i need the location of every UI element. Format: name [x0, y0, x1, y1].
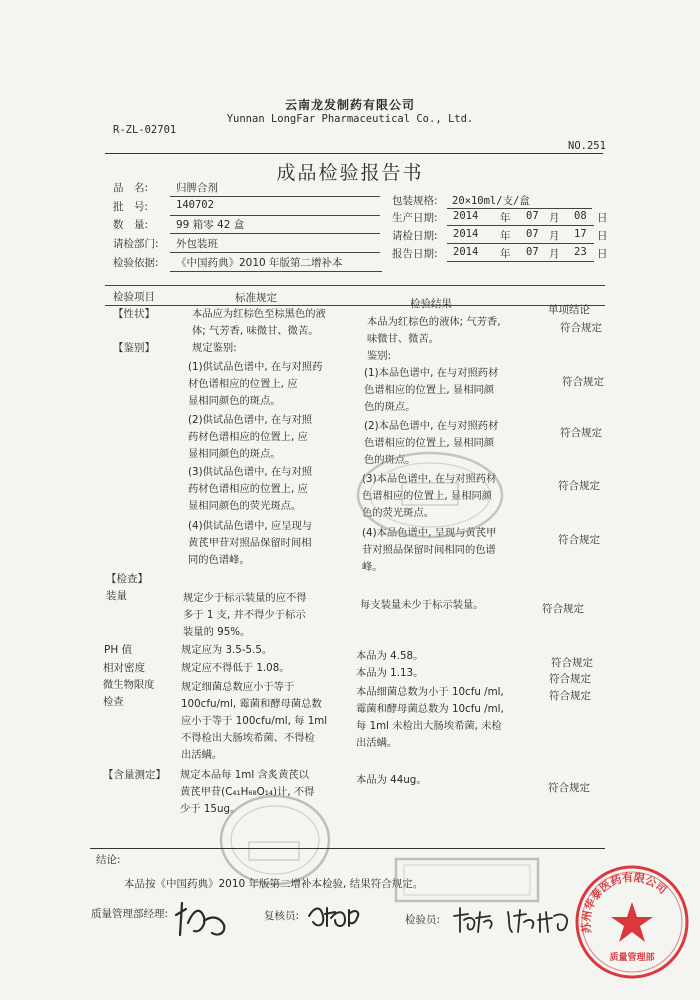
spec-label: 包装规格:	[392, 195, 438, 207]
col-header-item: 检验项目	[113, 291, 155, 303]
inspector-label: 检验员:	[405, 914, 441, 926]
id1-standard: (1)供试品色谱中, 在与对照药 材色谱相应的位置上, 应 显相同颜色的斑点。	[188, 361, 323, 407]
report-number: NO.251	[568, 140, 606, 152]
product-underline	[170, 196, 380, 197]
request-date-day-unit: 日	[597, 230, 608, 242]
product-label: 品 名:	[113, 182, 149, 194]
fill-conclusion: 符合规定	[542, 603, 584, 615]
quantity-underline	[170, 233, 380, 234]
dept-value: 外包装班	[176, 238, 218, 250]
col-header-standard: 标准规定	[235, 292, 277, 304]
id4-standard: (4)供试品色谱中, 应呈现与 黄芪甲苷对照品保留时间相 同的色谱峰。	[188, 520, 313, 566]
prod-date-day-unit: 日	[597, 212, 608, 224]
ph-conclusion: 符合规定	[551, 657, 593, 669]
request-date-underline	[447, 243, 594, 244]
fill-standard: 规定少于标示装量的应不得 多于 1 支, 并不得少于标示 装量的 95%。	[183, 592, 307, 638]
fill-result: 每支装量未少于标示装量。	[360, 599, 484, 611]
dept-label: 请检部门:	[113, 238, 159, 250]
company-red-seal	[572, 862, 692, 982]
micro-standard: 规定细菌总数应小于等于 100cfu/ml, 霉菌和酵母菌总数 应小于等于 100cfu/ml, 每 1ml 不得检出大肠埃希菌、不得检 出活螨。	[181, 681, 328, 761]
company-name-en: Yunnan LongFar Pharmaceutical Co., Ltd.	[226, 113, 474, 125]
density-conclusion: 符合规定	[549, 673, 591, 685]
quantity-value: 99 箱零 42 盒	[176, 219, 245, 231]
character-result: 本品为红棕色的液体; 气芳香, 味微甘、微苦。 鉴别:	[367, 316, 501, 362]
id3-standard: (3)供试品色谱中, 在与对照 药材色谱相应的位置上, 应 显相同颜色的荧光斑点。	[188, 466, 313, 512]
company-name-cn: 云南龙发制药有限公司	[284, 98, 415, 112]
assay-conclusion: 符合规定	[548, 782, 590, 794]
faded-stamp-middle	[350, 445, 510, 545]
id2-result: (2)本品色谱中, 在与对照药材 色谱相应的位置上, 显相同颜 色的斑点。	[364, 420, 499, 466]
prod-date-month-unit: 月	[549, 212, 560, 224]
faded-stamp-bottom	[215, 790, 335, 890]
report-date-month: 07	[526, 246, 539, 258]
table-header-rule	[105, 305, 605, 306]
col-header-result: 检验结果	[410, 298, 452, 310]
ph-item: PH 值	[104, 644, 133, 656]
basis-label: 检验依据:	[113, 257, 159, 269]
micro-item: 微生物限度 检查	[103, 679, 155, 708]
ph-standard: 规定应为 3.5-5.5。	[181, 644, 273, 656]
section-assay: 【含量测定】	[103, 769, 166, 781]
request-date-year-unit: 年	[500, 230, 511, 242]
section-identification: 【鉴别】	[113, 342, 155, 354]
reviewer-signature	[305, 900, 365, 932]
report-date-day: 23	[574, 246, 587, 258]
svg-text:苏州华泰医药有限公司: 苏州华泰医药有限公司	[579, 870, 670, 935]
density-item: 相对密度	[103, 662, 145, 674]
micro-conclusion: 符合规定	[549, 690, 591, 702]
density-standard: 规定应不得低于 1.08。	[181, 662, 290, 674]
prod-date-month: 07	[526, 210, 539, 222]
svg-text:质量管理部: 质量管理部	[609, 953, 655, 963]
prod-date-label: 生产日期:	[392, 212, 438, 224]
spec-value: 20×10ml/支/盒	[452, 195, 530, 207]
section-character: 【性状】	[113, 308, 155, 320]
batch-label: 批 号:	[113, 201, 149, 213]
prod-date-year-unit: 年	[500, 212, 511, 224]
manager-signature	[170, 895, 230, 943]
report-title: 成品检验报告书	[276, 162, 424, 184]
id2-conclusion: 符合规定	[560, 427, 602, 439]
basis-value: 《中国药典》2010 年版第二增补本	[176, 257, 343, 269]
conclusion-text: 本品按《中国药典》2010 年版第二增补本检验, 结果符合规定。	[124, 878, 424, 890]
report-date-month-unit: 月	[549, 248, 560, 260]
header-rule	[105, 153, 603, 154]
report-date-day-unit: 日	[597, 248, 608, 260]
spec-underline	[447, 208, 592, 209]
faded-qualified-stamp	[392, 855, 542, 905]
conclusion-label: 结论:	[96, 854, 121, 866]
ph-result: 本品为 4.58。	[356, 650, 424, 662]
manager-label: 质量管理部经理:	[91, 908, 169, 920]
prod-date-year: 2014	[453, 210, 479, 222]
prod-date-underline	[447, 225, 594, 226]
document-code: R-ZL-02701	[113, 124, 177, 136]
fill-item: 装量	[106, 590, 127, 602]
id4-conclusion: 符合规定	[558, 534, 600, 546]
batch-value: 140702	[176, 199, 214, 211]
density-result: 本品为 1.13。	[356, 667, 424, 679]
col-header-conclusion: 单项结论	[548, 304, 590, 316]
id2-standard: (2)供试品色谱中, 在与对照 药材色谱相应的位置上, 应 显相同颜色的斑点。	[188, 414, 313, 460]
request-date-month-unit: 月	[549, 230, 560, 242]
section-check: 【检查】	[106, 573, 148, 585]
quantity-label: 数 量:	[113, 219, 149, 231]
id1-result: (1)本品色谱中, 在与对照药材 色谱相应的位置上, 显相同颜 色的斑点。	[364, 367, 499, 413]
report-date-label: 报告日期:	[392, 248, 438, 260]
request-date-day: 17	[574, 228, 587, 240]
request-date-month: 07	[526, 228, 539, 240]
prod-date-day: 08	[574, 210, 587, 222]
assay-standard: 规定本品每 1ml 含炙黄芪以 黄芪甲苷(C₄₁H₆₈O₁₄)计, 不得 少于 15ug。	[180, 769, 315, 815]
product-value: 归脾合剂	[176, 182, 218, 194]
id4-result: (4)本品色谱中, 呈现与黄芪甲 苷对照品保留时间相同的色谱 峰。	[362, 527, 497, 573]
inspector-signatures	[450, 902, 580, 938]
batch-underline	[170, 215, 380, 216]
table-bottom-rule	[90, 848, 605, 849]
character-standard: 本品应为红棕色至棕黑色的液 体; 气芳香, 味微甘、微苦。 规定鉴别:	[192, 308, 326, 354]
request-date-label: 请检日期:	[392, 230, 438, 242]
character-conclusion: 符合规定	[560, 322, 602, 334]
reviewer-label: 复核员:	[264, 910, 300, 922]
request-date-year: 2014	[453, 228, 479, 240]
id3-conclusion: 符合规定	[558, 480, 600, 492]
id1-conclusion: 符合规定	[562, 376, 604, 388]
assay-result: 本品为 44ug。	[356, 774, 427, 786]
report-date-underline	[447, 261, 594, 262]
id3-result: (3)本品色谱中, 在与对照药材 色谱相应的位置上, 显相同颜 色的荧光斑点。	[362, 473, 497, 519]
report-date-year: 2014	[453, 246, 479, 258]
basis-underline	[170, 271, 382, 272]
table-top-rule	[105, 285, 605, 286]
micro-result: 本品细菌总数为小于 10cfu /ml, 霉菌和酵母菌总数为 10cfu /ml, 每 1ml 未检出大肠埃希菌, 未检 出活螨。	[356, 686, 504, 749]
dept-underline	[170, 252, 380, 253]
report-date-year-unit: 年	[500, 248, 511, 260]
